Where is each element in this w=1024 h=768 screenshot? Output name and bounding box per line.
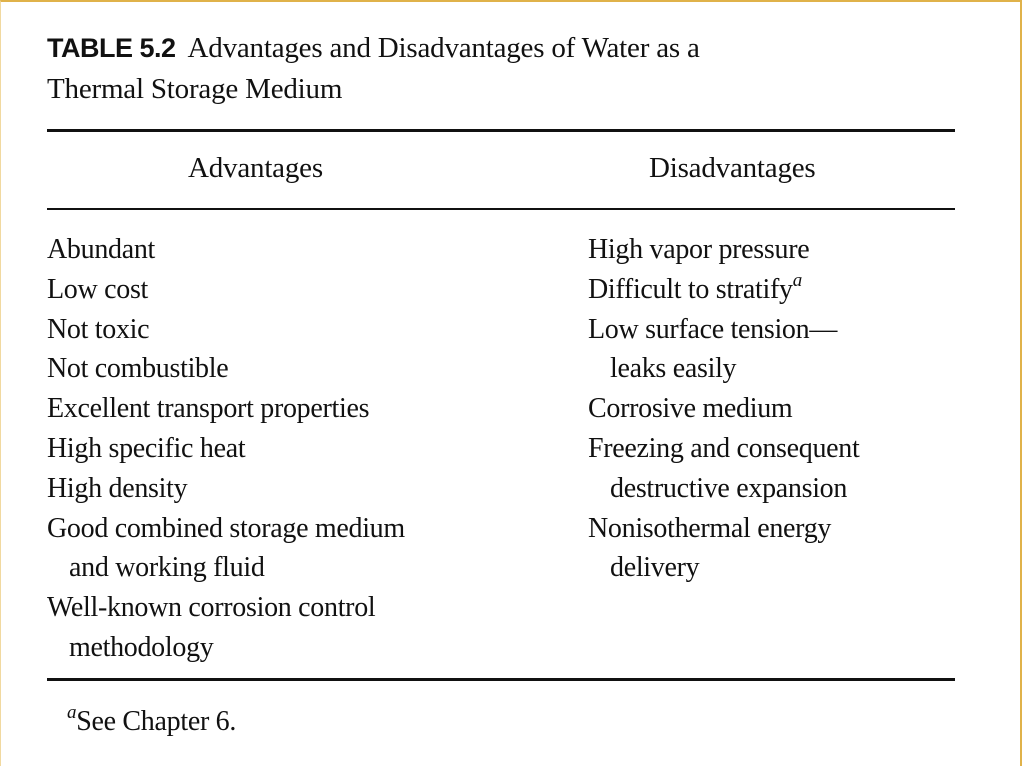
disadvantage-item: Nonisothermal energy delivery [588, 509, 988, 589]
disadvantage-item: High vapor pressure [588, 234, 810, 265]
advantage-item: Low cost [47, 273, 149, 305]
caption-line-1 [47, 28, 947, 69]
disadvantages-header: Disadvantages [649, 152, 816, 184]
disadvantage-item-continuation: leaks easily [610, 353, 737, 385]
advantage-item-continuation: methodology [69, 631, 214, 663]
advantage-item: Not toxic [47, 313, 150, 345]
disadvantages-list [588, 230, 988, 588]
table-title-line-2: Thermal Storage Medium [47, 73, 343, 105]
advantage-item-continuation: and working fluid [69, 552, 265, 584]
footnote-reference: a [792, 269, 802, 291]
footnote-mark: a [67, 702, 77, 723]
disadvantage-item: Corrosive medium [588, 393, 793, 425]
table-label: TABLE 5.2 [47, 33, 176, 63]
table-title-line-1: Advantages and Disadvantages of Water as a [187, 32, 700, 64]
advantage-item: Not combustible [47, 353, 229, 385]
top-rule [47, 129, 955, 132]
disadvantage-item: Freezing and consequent destructive expansion [588, 429, 988, 509]
bottom-rule [47, 678, 955, 681]
disadvantage-item-continuation: delivery [610, 552, 700, 584]
footnote-text: See Chapter 6. [76, 706, 237, 737]
header-rule [47, 208, 955, 210]
disadvantage-item: Low surface tension— leaks easily [588, 310, 988, 390]
advantage-item: Well-known corrosion control methodology [47, 588, 547, 668]
advantage-item: High specific heat [47, 432, 246, 464]
table-caption [47, 28, 947, 110]
advantage-item: Excellent transport properties [47, 393, 370, 425]
advantage-item: Abundant [47, 234, 156, 265]
disadvantage-item: Difficult to stratify$^a$ [588, 269, 802, 305]
advantages-list [47, 230, 547, 668]
advantages-header: Advantages [188, 152, 323, 184]
advantage-item: Good combined storage medium and working fluid [47, 509, 547, 589]
disadvantage-item-continuation: destructive expansion [610, 472, 848, 504]
advantage-item: High density [47, 472, 188, 504]
table-footnote [67, 702, 236, 742]
